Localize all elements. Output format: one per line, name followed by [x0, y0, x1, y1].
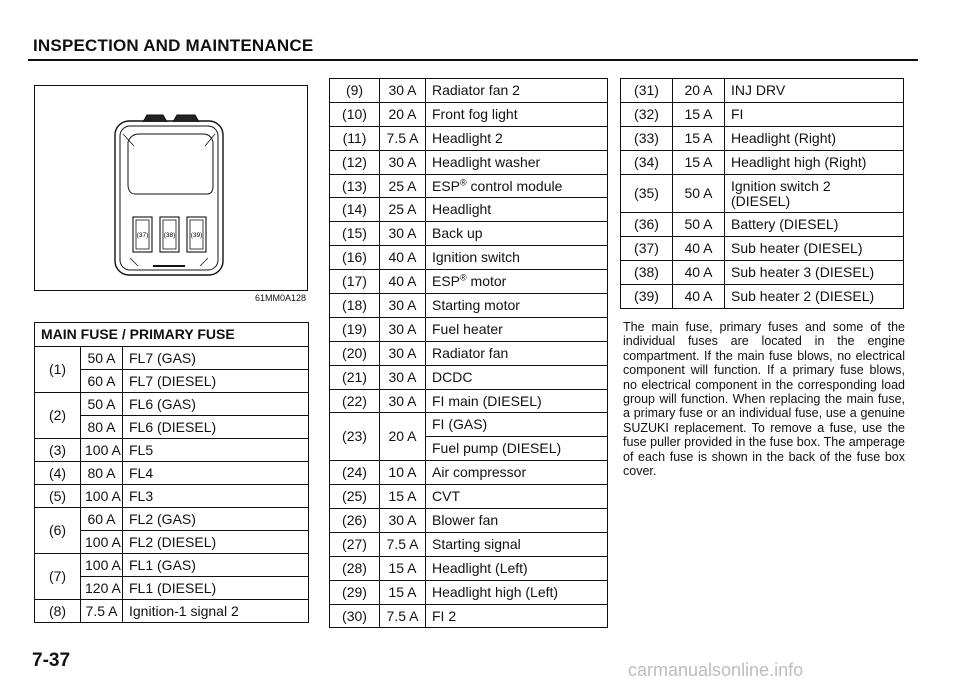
page-header-title: INSPECTION AND MAINTENANCE: [33, 36, 314, 55]
fuse-circuit: ESP® control module: [426, 174, 608, 198]
fuse-amperage: 15 A: [673, 151, 725, 175]
fuse-box-figure: [34, 85, 308, 291]
table-row: [330, 150, 608, 174]
table-row: [330, 509, 608, 533]
table-row: [621, 237, 904, 261]
fuse-amperage: 40 A: [673, 237, 725, 261]
fuse-circuit: Radiator fan: [426, 341, 608, 365]
fuse-amperage: 50 A: [673, 175, 725, 213]
fuse-amperage: 30 A: [380, 222, 426, 246]
fuse-table-right-body: [621, 79, 904, 309]
table-row: [330, 270, 608, 294]
fuse-amperage: 30 A: [380, 294, 426, 318]
table-row: [330, 485, 608, 509]
table-row: [330, 317, 608, 341]
page-number: 7-37: [32, 650, 71, 671]
table-row: [621, 175, 904, 213]
fuse-amperage: 20 A: [380, 102, 426, 126]
fuse-number: (3): [35, 439, 81, 462]
fuse-amperage: 50 A: [673, 213, 725, 237]
table-row: [330, 580, 608, 604]
fuse-amperage: 30 A: [380, 150, 426, 174]
table-row: [330, 79, 608, 103]
fuse-circuit: Headlight (Left): [426, 556, 608, 580]
table-row: [35, 347, 309, 370]
fuse-number: (33): [621, 127, 673, 151]
fuse-slot-label-38: (38): [163, 232, 176, 239]
fuse-amperage: 15 A: [380, 580, 426, 604]
fuse-amperage: 30 A: [380, 389, 426, 413]
fuse-number: (21): [330, 365, 380, 389]
fuse-number: (9): [330, 79, 380, 103]
fuse-number: (29): [330, 580, 380, 604]
main-fuse-table-title: MAIN FUSE / PRIMARY FUSE: [35, 323, 309, 347]
fuse-circuit: Sub heater 2 (DIESEL): [725, 285, 904, 309]
fuse-circuit: Headlight high (Right): [725, 151, 904, 175]
fuse-circuit: FI main (DIESEL): [426, 389, 608, 413]
fuse-table-middle-body: [330, 79, 608, 628]
fuse-number: (15): [330, 222, 380, 246]
fuse-table-right: [620, 78, 904, 309]
fuse-amperage: 30 A: [380, 365, 426, 389]
fuse-amperage: 30 A: [380, 317, 426, 341]
fuse-number: (23): [330, 413, 380, 461]
fuse-circuit: FL1 (GAS): [123, 554, 309, 577]
table-row: [330, 389, 608, 413]
fuse-number: (38): [621, 261, 673, 285]
table-row: [330, 365, 608, 389]
fuse-circuit: Headlight (Right): [725, 127, 904, 151]
table-row: [330, 556, 608, 580]
fuse-circuit: FL6 (DIESEL): [123, 416, 309, 439]
table-row: [330, 222, 608, 246]
table-row: [35, 600, 309, 623]
fuse-amperage: 80 A: [81, 416, 123, 439]
table-row: [35, 508, 309, 531]
table-row: [621, 261, 904, 285]
table-row: [330, 174, 608, 198]
fuse-number: (6): [35, 508, 81, 554]
fuse-number: (25): [330, 485, 380, 509]
table-row: [330, 604, 608, 628]
fuse-circuit: INJ DRV: [725, 79, 904, 103]
fuse-circuit: Front fog light: [426, 102, 608, 126]
fuse-number: (4): [35, 462, 81, 485]
fuse-number: (28): [330, 556, 380, 580]
fuse-amperage: 100 A: [81, 439, 123, 462]
fuse-number: (17): [330, 270, 380, 294]
fuse-circuit: DCDC: [426, 365, 608, 389]
fuse-number: (8): [35, 600, 81, 623]
fuse-number: (14): [330, 198, 380, 222]
table-row: [330, 413, 608, 437]
table-row: [35, 439, 309, 462]
fuse-circuit: Starting motor: [426, 294, 608, 318]
fuse-circuit: Battery (DIESEL): [725, 213, 904, 237]
table-row: [330, 246, 608, 270]
fuse-number: (31): [621, 79, 673, 103]
fuse-circuit: FL3: [123, 485, 309, 508]
table-row: [35, 393, 309, 416]
fuse-number: (35): [621, 175, 673, 213]
fuse-amperage: 40 A: [673, 261, 725, 285]
fuse-amperage: 100 A: [81, 531, 123, 554]
fuse-slot-label-37: (37): [136, 232, 149, 239]
fuse-amperage: 25 A: [380, 198, 426, 222]
fuse-description-paragraph: The main fuse, primary fuses and some of the individual fuses are located in the engine compartment. If the main fuse blows, no electrical component will function. If a primary fuse blows, no electrical component in the corresponding load group will function. When replacing the main fuse, a primary fuse or an individual fuse, use a genuine SUZUKI replacement. To remove a fuse, use the fuse puller provided in the fuse box. The amperage of each fuse is shown in the back of the fuse box cover.: [623, 320, 905, 479]
fuse-number: (37): [621, 237, 673, 261]
table-row: [35, 554, 309, 577]
fuse-number: (18): [330, 294, 380, 318]
table-row: [330, 198, 608, 222]
fuse-circuit: FL4: [123, 462, 309, 485]
table-row: [621, 151, 904, 175]
table-row: [330, 102, 608, 126]
fuse-circuit: Radiator fan 2: [426, 79, 608, 103]
fuse-circuit: Headlight washer: [426, 150, 608, 174]
fuse-circuit: Ignition-1 signal 2: [123, 600, 309, 623]
fuse-amperage: 40 A: [380, 246, 426, 270]
fuse-number: (2): [35, 393, 81, 439]
fuse-amperage: 15 A: [380, 485, 426, 509]
fuse-circuit: FL5: [123, 439, 309, 462]
fuse-circuit: FL6 (GAS): [123, 393, 309, 416]
table-row: [330, 126, 608, 150]
fuse-number: (24): [330, 461, 380, 485]
table-row: [330, 461, 608, 485]
fuse-circuit: Back up: [426, 222, 608, 246]
fuse-amperage: 30 A: [380, 79, 426, 103]
table-row: [330, 341, 608, 365]
main-fuse-table: [34, 322, 309, 623]
fuse-amperage: 20 A: [673, 79, 725, 103]
fuse-amperage: 40 A: [380, 270, 426, 294]
fuse-number: (7): [35, 554, 81, 600]
fuse-circuit: Ignition switch: [426, 246, 608, 270]
fuse-slot-label-39: (39): [190, 232, 203, 239]
figure-code: 61MM0A128: [255, 293, 307, 303]
fuse-circuit: FL2 (DIESEL): [123, 531, 309, 554]
fuse-circuit: Fuel pump (DIESEL): [426, 437, 608, 461]
fuse-number: (39): [621, 285, 673, 309]
fuse-amperage: 7.5 A: [380, 126, 426, 150]
fuse-number: (16): [330, 246, 380, 270]
fuse-circuit: FL7 (DIESEL): [123, 370, 309, 393]
fuse-box-drawing: [35, 86, 309, 292]
fuse-amperage: 50 A: [81, 347, 123, 370]
fuse-number: (34): [621, 151, 673, 175]
table-row: [621, 285, 904, 309]
header-rule: [28, 59, 918, 61]
fuse-amperage: 50 A: [81, 393, 123, 416]
fuse-amperage: 100 A: [81, 554, 123, 577]
fuse-circuit: Headlight: [426, 198, 608, 222]
fuse-amperage: 15 A: [673, 127, 725, 151]
fuse-number: (32): [621, 103, 673, 127]
fuse-amperage: 40 A: [673, 285, 725, 309]
fuse-circuit: Blower fan: [426, 509, 608, 533]
fuse-number: (19): [330, 317, 380, 341]
fuse-circuit: FI: [725, 103, 904, 127]
fuse-number: (12): [330, 150, 380, 174]
table-row: [35, 462, 309, 485]
fuse-number: (36): [621, 213, 673, 237]
fuse-circuit: Fuel heater: [426, 317, 608, 341]
fuse-number: (13): [330, 174, 380, 198]
fuse-amperage: 7.5 A: [81, 600, 123, 623]
fuse-number: (11): [330, 126, 380, 150]
fuse-number: (20): [330, 341, 380, 365]
fuse-number: (27): [330, 532, 380, 556]
fuse-amperage: 25 A: [380, 174, 426, 198]
fuse-circuit: CVT: [426, 485, 608, 509]
fuse-circuit: Sub heater 3 (DIESEL): [725, 261, 904, 285]
table-row: [35, 485, 309, 508]
fuse-circuit: Ignition switch 2 (DIESEL): [725, 175, 904, 213]
fuse-number: (22): [330, 389, 380, 413]
fuse-amperage: 15 A: [673, 103, 725, 127]
fuse-amperage: 7.5 A: [380, 532, 426, 556]
fuse-amperage: 20 A: [380, 413, 426, 461]
table-row: [330, 532, 608, 556]
fuse-circuit: Starting signal: [426, 532, 608, 556]
table-row: [621, 103, 904, 127]
fuse-amperage: 120 A: [81, 577, 123, 600]
fuse-number: (30): [330, 604, 380, 628]
watermark: carmanualsonline.info: [628, 660, 804, 680]
fuse-number: (5): [35, 485, 81, 508]
fuse-circuit: ESP® motor: [426, 270, 608, 294]
fuse-amperage: 10 A: [380, 461, 426, 485]
fuse-amperage: 30 A: [380, 341, 426, 365]
fuse-amperage: 60 A: [81, 370, 123, 393]
table-row: [621, 79, 904, 103]
fuse-amperage: 30 A: [380, 509, 426, 533]
table-title-row: [35, 323, 309, 347]
fuse-amperage: 80 A: [81, 462, 123, 485]
fuse-circuit: FL2 (GAS): [123, 508, 309, 531]
main-fuse-table-body: [35, 323, 309, 623]
fuse-number: (26): [330, 509, 380, 533]
fuse-circuit: Sub heater (DIESEL): [725, 237, 904, 261]
fuse-amperage: 15 A: [380, 556, 426, 580]
fuse-circuit: Headlight high (Left): [426, 580, 608, 604]
table-row: [621, 127, 904, 151]
fuse-circuit: FI (GAS): [426, 413, 608, 437]
fuse-circuit: FI 2: [426, 604, 608, 628]
fuse-circuit: FL1 (DIESEL): [123, 577, 309, 600]
fuse-circuit: Air compressor: [426, 461, 608, 485]
fuse-amperage: 100 A: [81, 485, 123, 508]
fuse-amperage: 60 A: [81, 508, 123, 531]
fuse-number: (1): [35, 347, 81, 393]
table-row: [330, 294, 608, 318]
fuse-circuit: Headlight 2: [426, 126, 608, 150]
fuse-table-middle: [329, 78, 608, 628]
fuse-number: (10): [330, 102, 380, 126]
fuse-amperage: 7.5 A: [380, 604, 426, 628]
fuse-circuit: FL7 (GAS): [123, 347, 309, 370]
table-row: [621, 213, 904, 237]
